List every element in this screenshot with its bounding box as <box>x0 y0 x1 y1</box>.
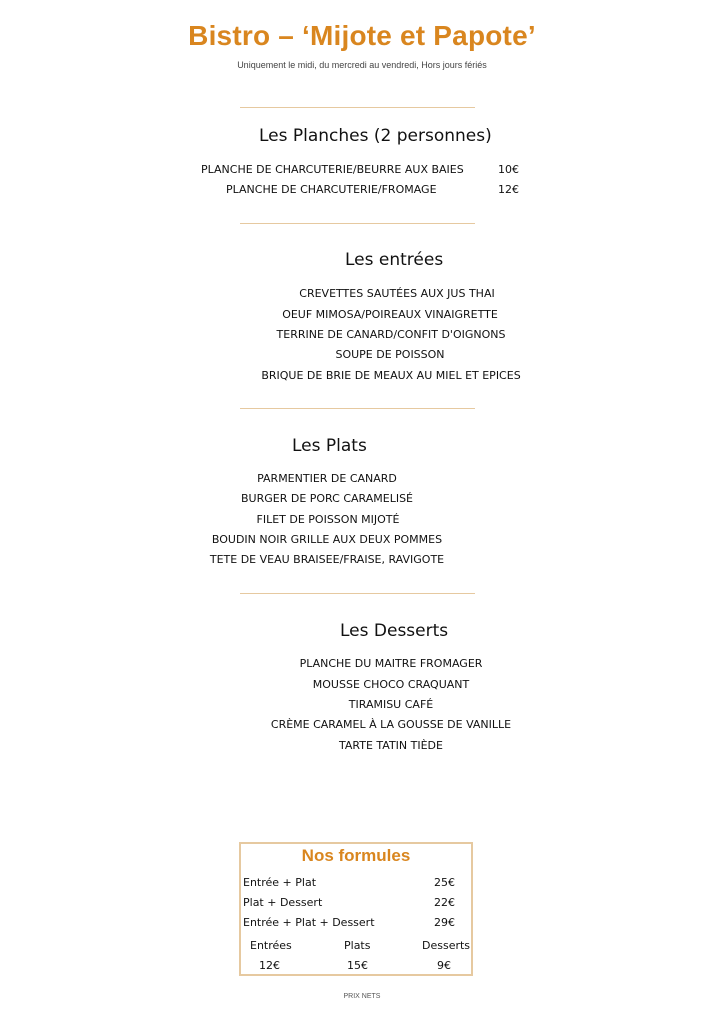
menu-item: TERRINE DE CANARD/CONFIT D'OIGNONS <box>276 328 506 341</box>
formules-title: Nos formules <box>301 846 411 865</box>
menu-item: OEUF MIMOSA/POIREAUX VINAIGRETTE <box>282 308 498 321</box>
formule-price: 25€ <box>434 876 455 889</box>
menu-item: TIRAMISU CAFÉ <box>348 698 434 711</box>
menu-item: TARTE TATIN TIÈDE <box>339 739 443 752</box>
divider <box>240 408 475 409</box>
footer-note: PRIX NETS <box>343 993 381 1000</box>
single-label: Desserts <box>422 939 471 952</box>
formule-label: Entrée + Plat <box>243 876 317 889</box>
menu-item: BURGER DE PORC CARAMELISÉ <box>240 492 414 505</box>
single-price: 9€ <box>437 959 451 972</box>
menu-item: PLANCHE DE CHARCUTERIE/BEURRE AUX BAIES <box>201 163 464 176</box>
menu-item: PARMENTIER DE CANARD <box>257 472 397 485</box>
menu-title: Bistro – ‘Mijote et Papote’ <box>188 20 536 51</box>
section-title-plats: Les Plats <box>292 436 367 456</box>
menu-item-price: 10€ <box>498 163 519 176</box>
section-title-desserts: Les Desserts <box>340 621 449 641</box>
menu-item: CRÈME CARAMEL À LA GOUSSE DE VANILLE <box>270 718 512 731</box>
menu-subtitle: Uniquement le midi, du mercredi au vendredi, Hors jours fériés <box>237 60 487 70</box>
formule-price: 29€ <box>434 916 455 929</box>
divider <box>240 593 475 594</box>
single-price: 15€ <box>347 959 368 972</box>
single-label: Entrées <box>250 939 292 952</box>
menu-item: PLANCHE DE CHARCUTERIE/FROMAGE <box>226 183 437 196</box>
menu-item: TETE DE VEAU BRAISEE/FRAISE, RAVIGOTE <box>209 553 445 566</box>
menu-item: MOUSSE CHOCO CRAQUANT <box>312 678 470 691</box>
single-price: 12€ <box>259 959 280 972</box>
menu-item: FILET DE POISSON MIJOTÉ <box>256 513 400 526</box>
menu-item: CREVETTES SAUTÉES AUX JUS THAI <box>299 287 495 300</box>
menu-item: SOUPE DE POISSON <box>335 348 445 361</box>
menu-item: BOUDIN NOIR GRILLE AUX DEUX POMMES <box>211 533 443 546</box>
menu-item: BRIQUE DE BRIE DE MEAUX AU MIEL ET EPICES <box>261 369 521 382</box>
divider <box>240 107 475 108</box>
divider <box>240 223 475 224</box>
menu-item: PLANCHE DU MAITRE FROMAGER <box>299 657 483 670</box>
section-title-entrees: Les entrées <box>345 250 444 270</box>
single-label: Plats <box>344 939 371 952</box>
formule-label: Plat + Dessert <box>243 896 323 909</box>
formule-price: 22€ <box>434 896 455 909</box>
section-title-planches: Les Planches (2 personnes) <box>259 126 492 146</box>
menu-item-price: 12€ <box>498 183 519 196</box>
formule-label: Entrée + Plat + Dessert <box>243 916 375 929</box>
